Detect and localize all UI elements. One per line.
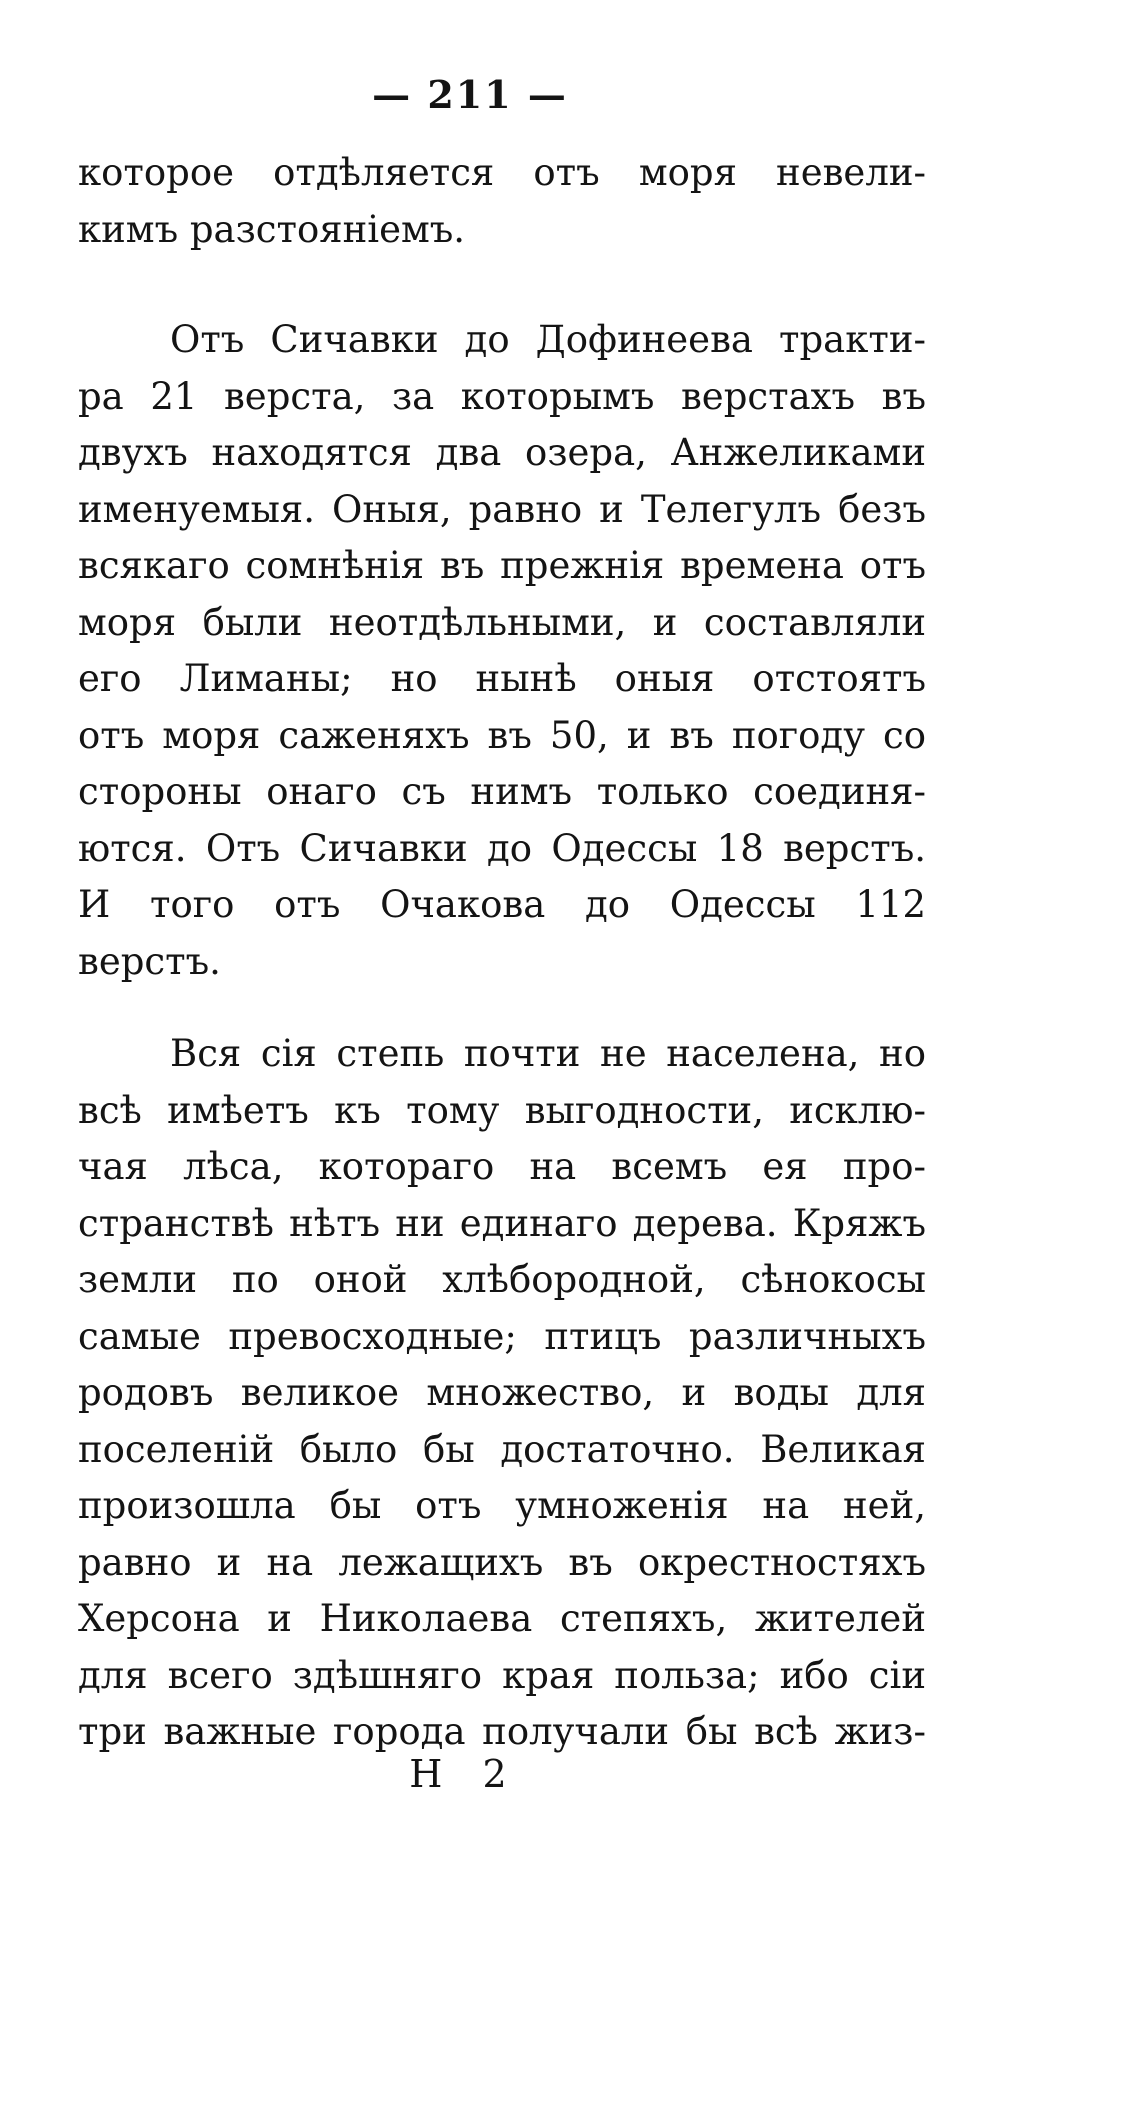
text-line: ра 21 верста, за которымъ верстахъ въ	[78, 374, 926, 418]
text-line: земли по оной хлѣбородной, сѣнокосы	[78, 1258, 926, 1301]
text-line: ются. Отъ Сичавки до Одессы 18 верстъ.	[78, 826, 926, 870]
text-line: кимъ разстояніемъ.	[78, 207, 466, 251]
text-line: Херсона и Николаева степяхъ, жителей	[78, 1597, 926, 1640]
text-line: именуемыя. Оныя, равно и Телегулъ безъ	[78, 487, 926, 531]
text-line: моря были неотдѣльными, и составляли	[78, 600, 926, 644]
text-line: верстъ.	[78, 939, 221, 983]
text-line: стороны онаго съ нимъ только соединя-	[78, 770, 926, 813]
text-line: всякаго сомнѣнія въ прежнія времена отъ	[78, 544, 926, 587]
text-line: И того отъ Очакова до Одессы 112	[78, 883, 926, 926]
text-line: произошла бы отъ умноженія на ней,	[78, 1484, 926, 1527]
page-number-header: — 211 —	[372, 72, 568, 117]
text-line: которое отдѣляется отъ моря невели-	[78, 151, 926, 194]
text-line: его Лиманы; но нынѣ оныя отстоятъ	[78, 657, 926, 700]
signature-mark: Н 2	[409, 1752, 521, 1796]
text-line: Отъ Сичавки до Дофинеева тракти-	[170, 318, 926, 361]
text-line: отъ моря саженяхъ въ 50, и въ погоду со	[78, 713, 926, 757]
text-line: всѣ имѣетъ къ тому выгодности, исклю-	[78, 1088, 926, 1132]
text-line: три важные города получали бы всѣ жиз-	[78, 1710, 926, 1753]
text-line: чая лѣса, котораго на всемъ ея про-	[78, 1145, 926, 1188]
text-line: родовъ великое множество, и воды для	[78, 1371, 926, 1414]
text-line: странствѣ нѣтъ ни единаго дерева. Кряжъ	[78, 1201, 926, 1245]
paragraph-steppe	[78, 1026, 926, 1761]
text-line: самые превосходные; птицъ различныхъ	[78, 1314, 926, 1358]
text-line: поселеній было бы достаточно. Великая	[78, 1427, 926, 1471]
paragraph-route	[78, 312, 926, 990]
paragraph-continuation	[78, 145, 926, 258]
text-line: равно и на лежащихъ въ окрестностяхъ	[78, 1540, 926, 1584]
text-line: Вся сія степь почти не населена, но	[170, 1032, 926, 1075]
text-line: для всего здѣшняго края польза; ибо сіи	[78, 1653, 926, 1697]
text-line: двухъ находятся два озера, Анжеликами	[78, 431, 926, 474]
